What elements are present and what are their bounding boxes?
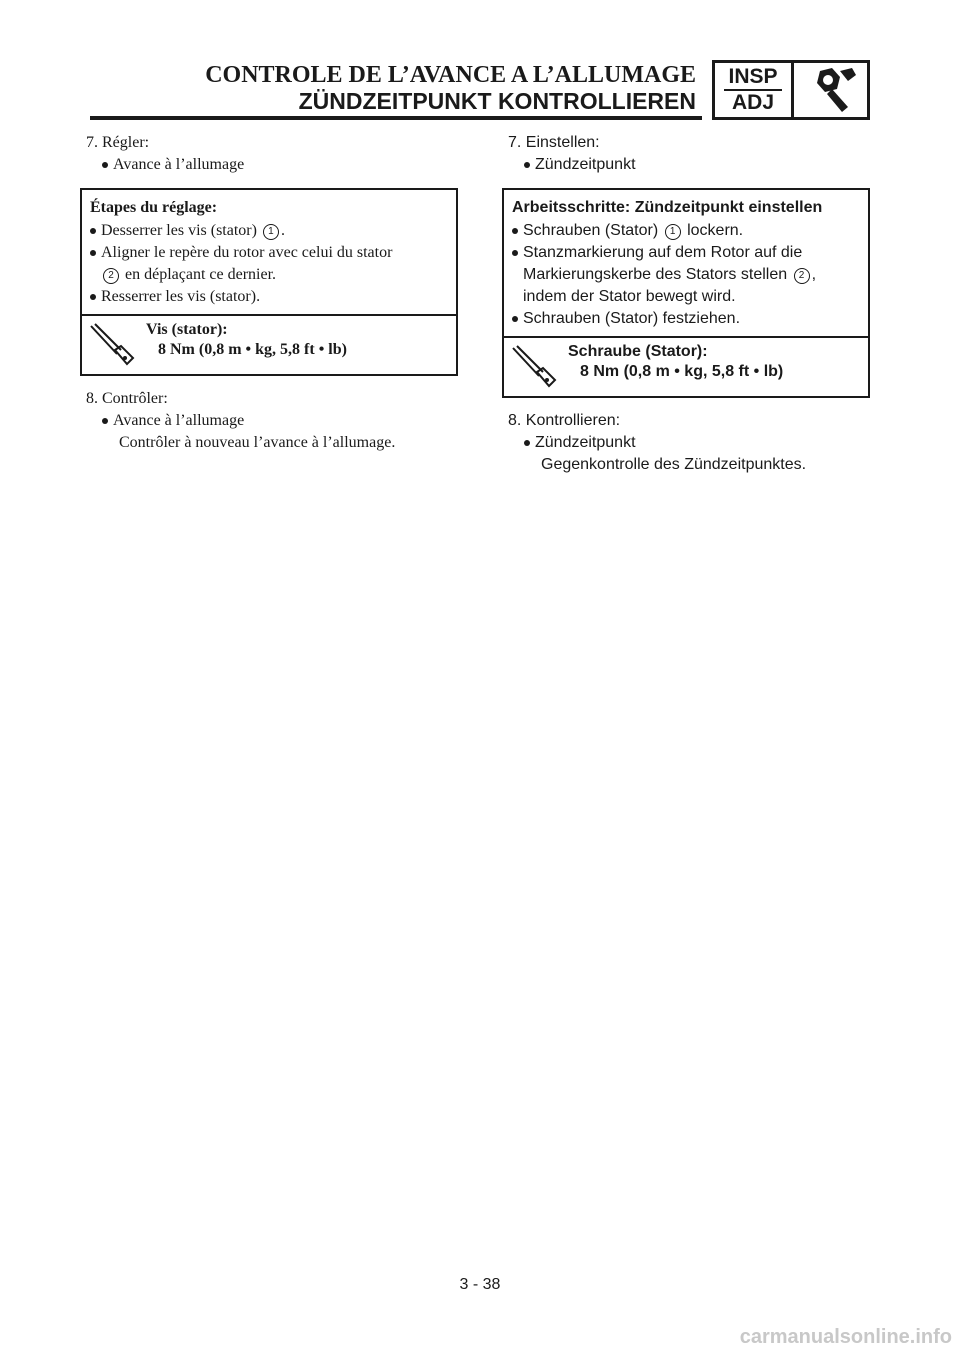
bullet-icon [90, 294, 96, 300]
insp-adj-label [715, 63, 794, 117]
box-item-3-de: Schrauben (Stator) festziehen. [512, 308, 860, 330]
step7-item: Avance à l’allumage [102, 154, 458, 176]
step7-item-de: Zündzeitpunkt [524, 154, 870, 176]
step8-label: 8. Contrôler: [86, 390, 168, 407]
torque-label-de: Schraube (Stator): [568, 343, 708, 360]
bullet-icon [524, 440, 530, 446]
german-column [502, 132, 870, 476]
bullet-icon [90, 228, 96, 234]
page-header [90, 58, 870, 124]
badge-adj: ADJ [731, 91, 774, 114]
callout-2: 2 [103, 268, 119, 284]
torque-wrench-icon [504, 338, 564, 396]
bullet-icon [102, 162, 108, 168]
callout-1: 1 [665, 224, 681, 240]
torque-spec [82, 314, 456, 374]
box-title-de: Arbeitsschritte: Zündzeitpunkt einstellen [512, 199, 823, 216]
watermark: carmanualsonline.info [739, 1326, 952, 1348]
box-item-2-cont2-de: indem der Stator bewegt wird. [523, 288, 736, 305]
bullet-icon [90, 250, 96, 256]
torque-wrench-icon [82, 316, 142, 374]
box-item-1-de: Schrauben (Stator) 1 lockern. [512, 220, 860, 242]
step8-item-de: Zündzeitpunkt [524, 432, 870, 454]
bullet-icon [512, 316, 518, 322]
torque-label: Vis (stator): [146, 321, 228, 338]
french-column [80, 132, 458, 454]
bullet-icon [512, 228, 518, 234]
step7-label: 7. Régler: [86, 134, 150, 151]
torque-spec-de [504, 336, 868, 396]
step8-note: Contrôler à nouveau l’avance à l’allumage. [119, 434, 396, 451]
box-title: Étapes du réglage: [90, 199, 218, 216]
torque-value-de: 8 Nm (0,8 m • kg, 5,8 ft • lb) [580, 363, 784, 380]
box-item-2-de: Stanzmarkierung auf dem Rotor auf die [512, 242, 860, 264]
callout-2: 2 [794, 268, 810, 284]
header-rule [90, 116, 702, 120]
title-french: CONTROLE DE L’AVANCE A L’ALLUMAGE [205, 62, 696, 88]
step8-note-de: Gegenkontrolle des Zündzeitpunktes. [541, 456, 807, 473]
bullet-icon [102, 418, 108, 424]
box-item-3: Resserrer les vis (stator). [90, 286, 448, 308]
step7-label-de: 7. Einstellen: [508, 134, 600, 151]
adjustment-steps-box [80, 188, 458, 376]
box-item-2: Aligner le repère du rotor avec celui du stator [90, 242, 448, 264]
bullet-icon [524, 162, 530, 168]
title-german: ZÜNDZEITPUNKT KONTROLLIEREN [298, 88, 696, 114]
adjustment-steps-box-de [502, 188, 870, 398]
wrench-bolt-icon [794, 63, 867, 117]
step8-item: Avance à l’allumage [102, 410, 458, 432]
callout-1: 1 [263, 224, 279, 240]
torque-value: 8 Nm (0,8 m • kg, 5,8 ft • lb) [158, 341, 347, 358]
section-badge [712, 60, 870, 120]
step8-label-de: 8. Kontrollieren: [508, 412, 621, 429]
box-item-2-cont: 2 en déplaçant ce dernier. [101, 264, 448, 286]
badge-insp: INSP [724, 66, 781, 91]
bullet-icon [512, 250, 518, 256]
box-item-1: Desserrer les vis (stator) 1 . [90, 220, 448, 242]
box-item-2-cont-de: Markierungskerbe des Stators stellen 2 , [523, 266, 817, 283]
page-number: 3 - 38 [459, 1276, 501, 1293]
